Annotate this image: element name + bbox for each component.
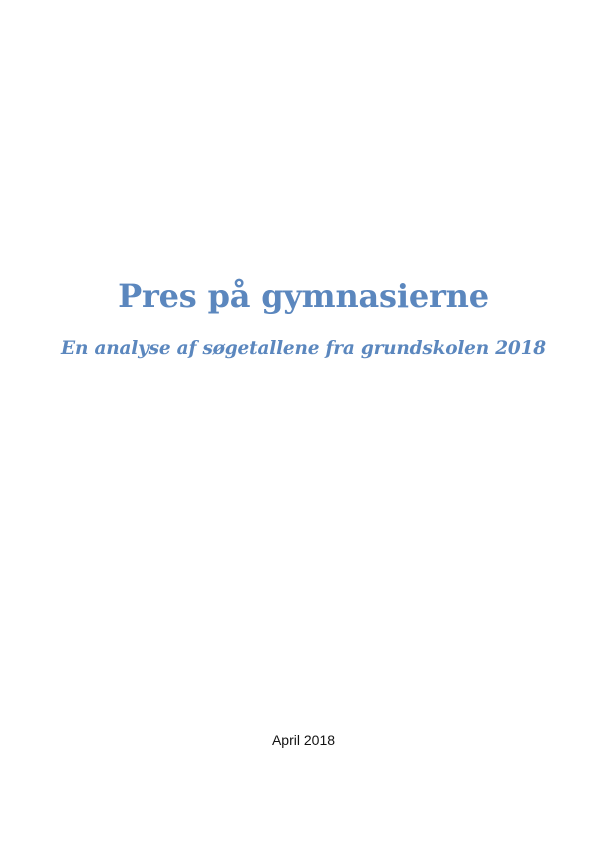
document-subtitle: En analyse af søgetallene fra grundskolen 2018 xyxy=(61,338,546,359)
publication-date: April 2018 xyxy=(271,732,336,748)
document-title: Pres på gymnasierne xyxy=(118,277,489,315)
